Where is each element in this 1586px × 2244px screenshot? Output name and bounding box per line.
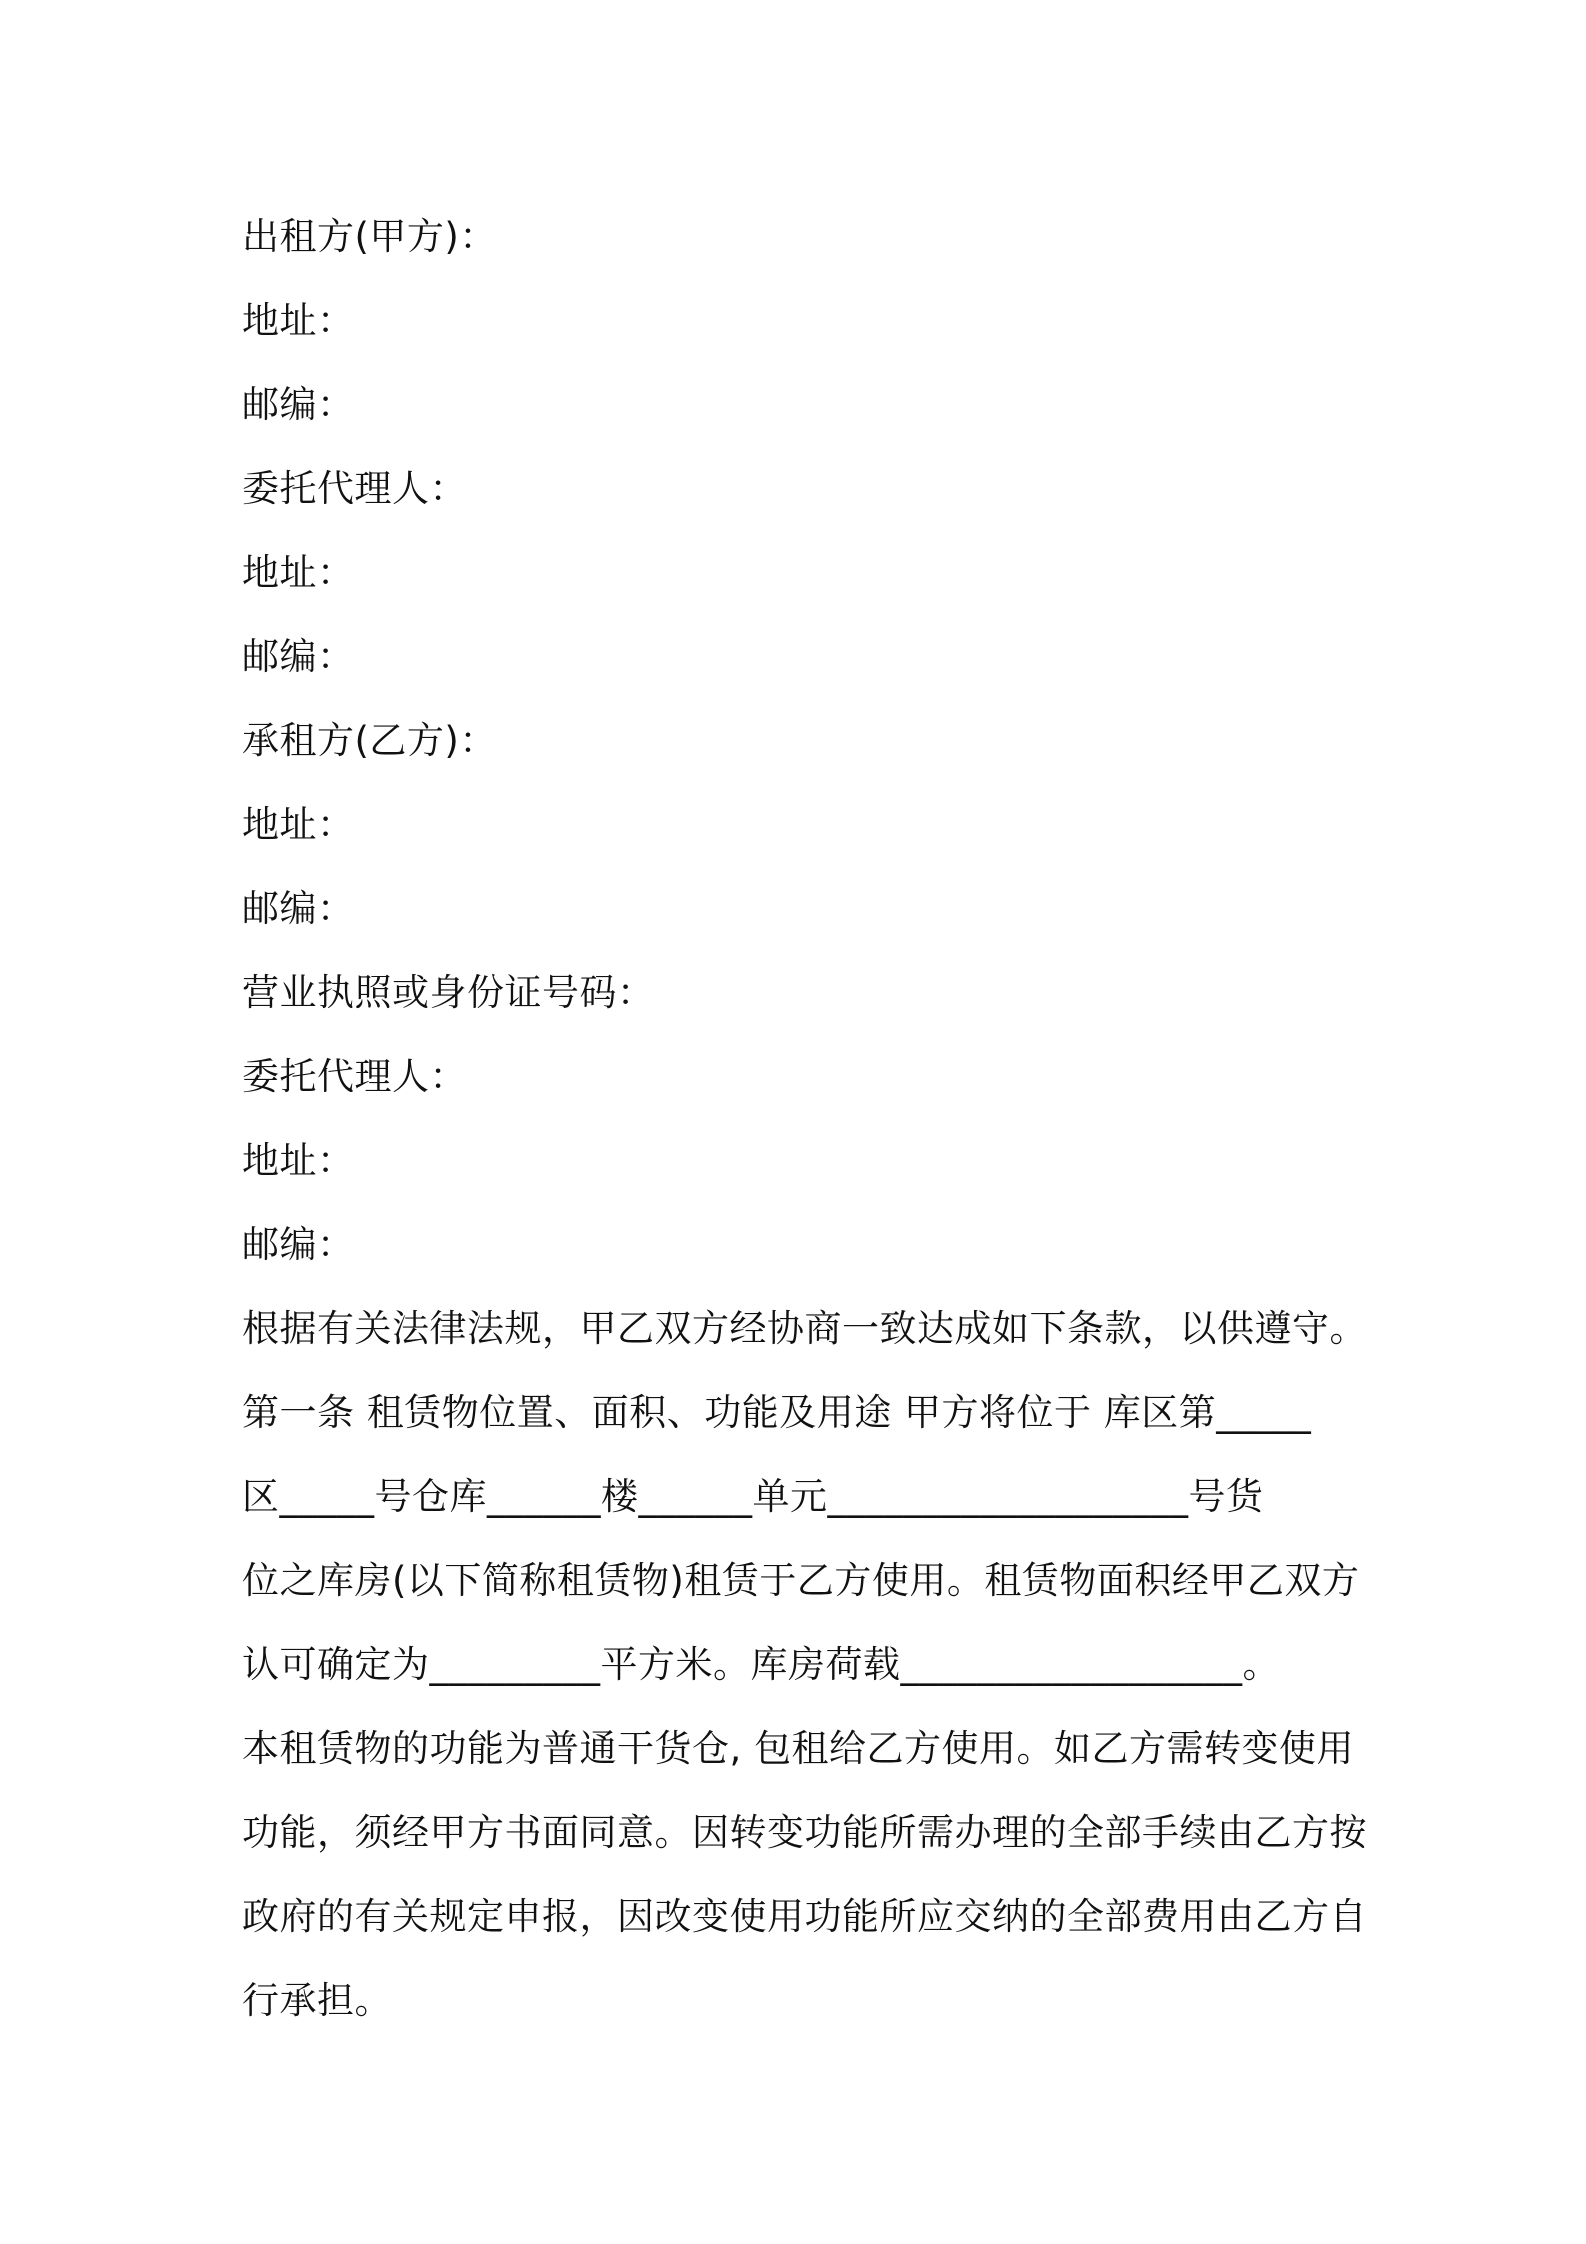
function-paragraph xyxy=(242,1707,1367,2043)
article-1-line: 第一条 租赁物位置、面积、功能及用途 甲方将位于 库区第_____ xyxy=(242,1391,1312,1434)
lessor-field: 出租方(甲方)： xyxy=(242,215,497,258)
lessee-postcode-field: 邮编： xyxy=(242,887,355,930)
intro-paragraph: 根据有关法律法规，甲乙双方经协商一致达成如下条款，以供遵守。 xyxy=(242,1307,1367,1350)
lessor-agent-field: 委托代理人： xyxy=(242,467,467,510)
function-line: 功能，须经甲方书面同意。因转变功能所需办理的全部手续由乙方按 xyxy=(242,1811,1367,1854)
lessor-agent-postcode-field: 邮编： xyxy=(242,635,355,678)
lessor-postcode-field: 邮编： xyxy=(242,383,355,426)
lessee-agent-field: 委托代理人： xyxy=(242,1055,467,1098)
lessee-license-id-field: 营业执照或身份证号码： xyxy=(242,971,655,1014)
lessee-field: 承租方(乙方)： xyxy=(242,719,497,762)
lessee-address-field: 地址： xyxy=(242,803,355,846)
article-1-line: 位之库房(以下简称租赁物)租赁于乙方使用。租赁物面积经甲乙双方 xyxy=(242,1559,1360,1602)
article-1-line: 区_____号仓库______楼______单元___________________号货 xyxy=(242,1475,1264,1518)
article-1-line: 认可确定为_________平方米。库房荷载__________________。 xyxy=(242,1643,1280,1686)
article-1-paragraph xyxy=(242,1371,1360,1707)
lessee-agent-address-field: 地址： xyxy=(242,1139,355,1182)
lessee-agent-postcode-field: 邮编： xyxy=(242,1223,355,1266)
lessor-address-field: 地址： xyxy=(242,299,355,342)
function-line: 政府的有关规定申报，因改变使用功能所应交纳的全部费用由乙方自 xyxy=(242,1895,1367,1938)
lessor-agent-address-field: 地址： xyxy=(242,551,355,594)
function-line: 本租赁物的功能为普通干货仓, 包租给乙方使用。如乙方需转变使用 xyxy=(242,1727,1355,1770)
function-line: 行承担。 xyxy=(242,1979,392,2022)
contract-body xyxy=(242,195,1367,2043)
